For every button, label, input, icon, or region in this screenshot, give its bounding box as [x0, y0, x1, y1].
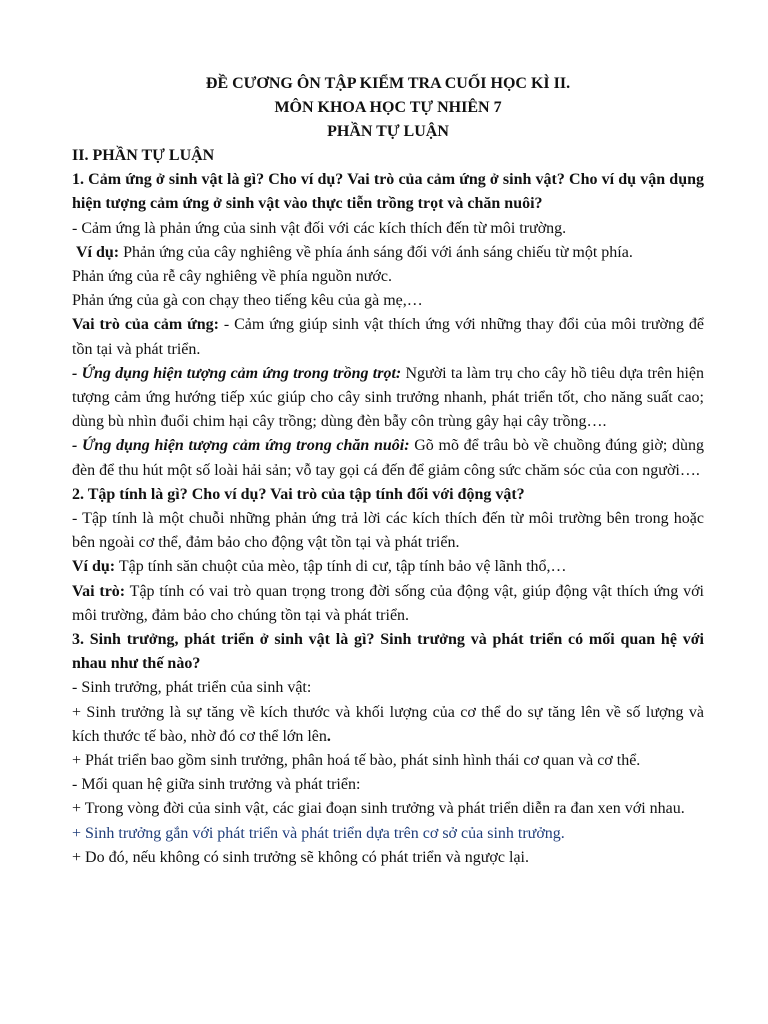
q2-definition: - Tập tính là một chuỗi những phản ứng trả lời các kích thích đến từ môi trường bên trong hoặc bên ngoài cơ thể, đảm bảo cho động vật tồn tại và phát triển. [72, 510, 704, 552]
q3-relation-3: + Do đó, nếu không có sinh trưởng sẽ không có phát triển và ngược lại. [72, 848, 529, 866]
q3-relation-2: + Sinh trưởng gắn với phát triển và phát triển dựa trên cơ sở của sinh trưởng. [72, 824, 565, 842]
q1-example-3: Phản ứng của gà con chạy theo tiếng kêu của gà mẹ,… [72, 292, 423, 310]
q1-role [72, 313, 704, 361]
q3-growth [72, 701, 704, 749]
question-1: 1. Cảm ứng ở sinh vật là gì? Cho ví dụ? Vai trò của cảm ứng ở sinh vật? Cho ví dụ vận dụng hiện tượng cảm ứng ở sinh vật vào thực tiễn trồng trọt và chăn nuôi? [72, 171, 704, 213]
q1-example-text: Phản ứng của cây nghiêng về phía ánh sáng đối với ánh sáng chiếu từ một phía. [119, 243, 633, 261]
question-2: 2. Tập tính là gì? Cho ví dụ? Vai trò của tập tính đối với động vật? [72, 485, 525, 503]
q1-livestock-text: Gõ mõ để trâu bò về chuồng đúng giờ; dùng đèn để thu hút một số loài hải sản; vỗ tay gọi cá đến để giảm công sức chăm sóc của con người…. [72, 437, 704, 479]
q3-relation-1: + Trong vòng đời của sinh vật, các giai đoạn sinh trưởng và phát triển diễn ra đan xen với nhau. [72, 800, 685, 818]
q1-crop-text: Người ta làm trụ cho cây hồ tiêu dựa trên hiện tượng cảm ứng hướng tiếp xúc giúp cho cây sinh trưởng nhanh, phát triển tốt, cho năng suất cao; dùng bù nhìn đuổi chim hại cây trồng; dùng đèn bẫy côn trùng gây hại cây trồng…. [72, 364, 704, 431]
title-line-2: MÔN KHOA HỌC TỰ NHIÊN 7 [274, 99, 502, 116]
q3-growth-text: + Sinh trưởng là sự tăng về kích thước và khối lượng của cơ thể do sự tăng lên về số lượng và kích thước tế bào, nhờ đó cơ thể lớn lên [72, 703, 704, 745]
q2-role-text: Tập tính có vai trò quan trọng trong đời sống của động vật, giúp động vật thích ứng với môi trường, đảm bảo cho chúng tồn tại và phát triển. [72, 582, 704, 624]
question-3: 3. Sinh trưởng, phát triển ở sinh vật là gì? Sinh trưởng và phát triển có mối quan hệ với nhau như thế nào? [72, 631, 704, 673]
section-heading: II. PHẦN TỰ LUẬN [72, 147, 215, 164]
title-line-1: ĐỀ CƯƠNG ÔN TẬP KIỂM TRA CUỐI HỌC KÌ II. [205, 75, 571, 92]
q1-example [72, 241, 704, 265]
q1-livestock-label: - Ứng dụng hiện tượng cảm ứng trong chăn nuôi: [72, 437, 410, 455]
q2-example [72, 555, 704, 579]
q3-development: + Phát triển bao gồm sinh trưởng, phân hoá tế bào, phát sinh hình thái cơ quan và cơ thể. [72, 752, 641, 770]
q1-crop-application [72, 362, 704, 435]
q2-role [72, 580, 704, 628]
q2-role-label: Vai trò: [72, 582, 126, 600]
q1-livestock-application [72, 434, 704, 482]
q3-growth-end: . [326, 727, 331, 745]
q3-intro: - Sinh trưởng, phát triển của sinh vật: [72, 679, 312, 697]
q2-example-label: Ví dụ: [72, 558, 116, 576]
document-body [72, 144, 704, 870]
q2-example-text: Tập tính săn chuột của mèo, tập tính di cư, tập tính bảo vệ lãnh thổ,… [115, 558, 567, 576]
title-line-3: PHẦN TỰ LUẬN [327, 123, 449, 140]
q1-role-label: Vai trò của cảm ứng: [72, 316, 219, 334]
q1-example-2: Phản ứng của rễ cây nghiêng về phía nguồn nước. [72, 268, 392, 286]
q1-definition: - Cảm ứng là phản ứng của sinh vật đối với các kích thích đến từ môi trường. [72, 219, 567, 237]
q1-example-label: Ví dụ: [76, 243, 120, 261]
q1-crop-label: - Ứng dụng hiện tượng cảm ứng trong trồng trọt: [72, 364, 402, 382]
q3-relation-intro: - Mối quan hệ giữa sinh trưởng và phát triển: [72, 776, 361, 794]
q1-role-text: - Cảm ứng giúp sinh vật thích ứng với những thay đổi của môi trường để tồn tại và phát triển. [72, 316, 705, 358]
